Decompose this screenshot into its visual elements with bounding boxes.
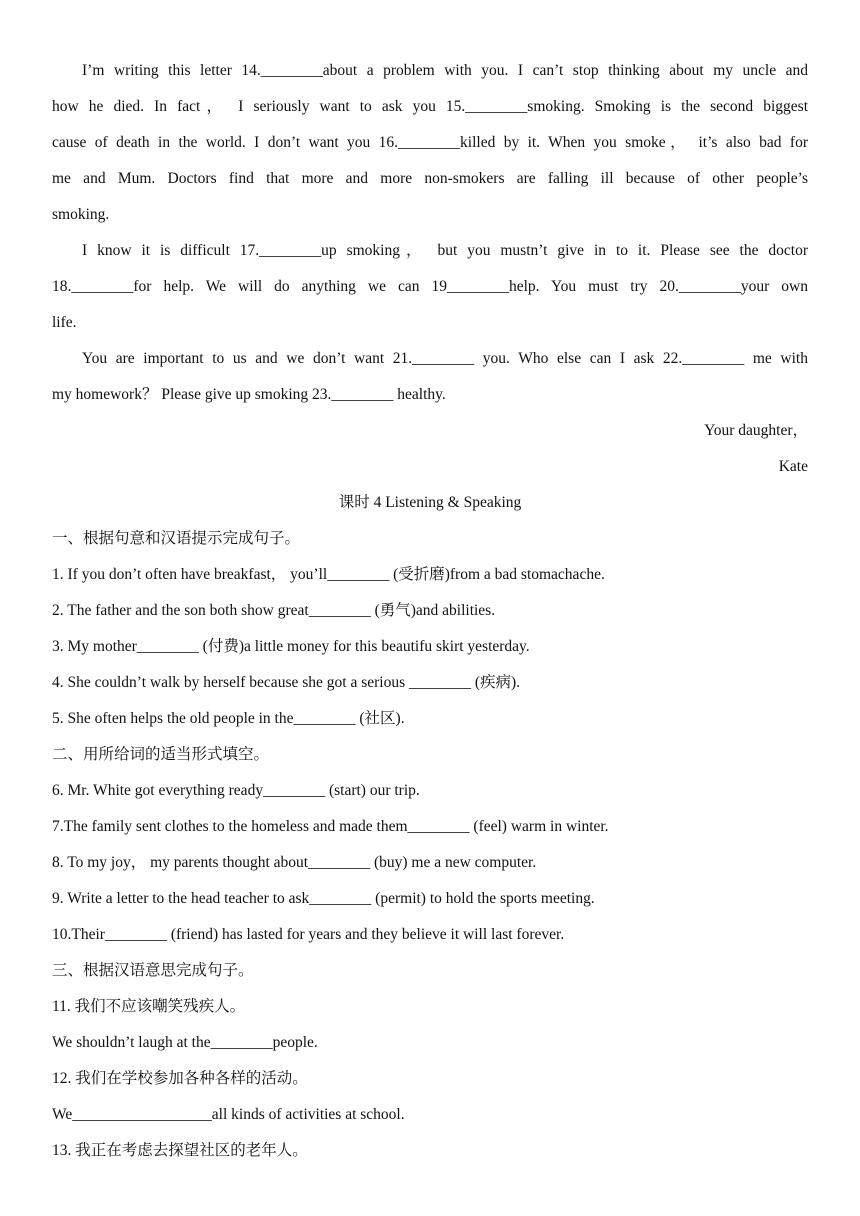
letter-p3-line-1: You are important to us and we don’t want 21.________ you. Who else can I ask 22.________ me with (82, 350, 808, 367)
section3-item-11-english: We shouldn’t laugh at the________people. (52, 1034, 318, 1051)
letter-p1-line-3: cause of death in the world. I don’t want you 16.________killed by it. When you smoke， it’s also bad for (52, 134, 808, 151)
section2-item-8: 8. To my joy， my parents thought about________ (buy) me a new computer. (52, 854, 537, 871)
letter-p2-line-1: I know it is difficult 17.________up smoking， but you mustn’t give in to it. Please see the doctor (82, 242, 808, 259)
section3-item-12-chinese: 12. 我们在学校参加各种各样的活动。 (52, 1070, 308, 1087)
letter-p1-line-5: smoking. (52, 206, 110, 223)
letter-p2-line-3: life. (52, 314, 77, 331)
section1-heading: 一、根据句意和汉语提示完成句子。 (52, 530, 301, 547)
letter-signature: Kate (778, 458, 808, 475)
section2-item-10: 10.Their________ (friend) has lasted for years and they believe it will last forever. (52, 926, 565, 943)
section2-item-9: 9. Write a letter to the head teacher to ask________ (permit) to hold the sports meeting. (52, 890, 595, 907)
section1-item-2: 2. The father and the son both show great________ (勇气)and abilities. (52, 602, 496, 619)
letter-p1-line-1: I’m writing this letter 14.________about a problem with you. I can’t stop thinking about my uncle and (82, 62, 808, 79)
section1-item-1: 1. If you don’t often have breakfast， you’ll________ (受折磨)from a bad stomachache. (52, 566, 605, 583)
section2-heading: 二、用所给词的适当形式填空。 (52, 746, 270, 763)
section2-item-6: 6. Mr. White got everything ready________ (start) our trip. (52, 782, 420, 799)
section3-item-13-chinese: 13. 我正在考虑去探望社区的老年人。 (52, 1142, 308, 1159)
section1-item-5: 5. She often helps the old people in the________ (社区). (52, 710, 405, 727)
lesson-title: 课时 4 Listening & Speaking (338, 494, 522, 511)
letter-p1-line-4: me and Mum. Doctors find that more and more non-smokers are falling ill because of other people’s (52, 170, 808, 187)
letter-p1-line-2: how he died. In fact， I seriously want to ask you 15.________smoking. Smoking is the second biggest (52, 98, 808, 115)
section2-item-7: 7.The family sent clothes to the homeless and made them________ (feel) warm in winter. (52, 818, 609, 835)
section1-item-4: 4. She couldn’t walk by herself because she got a serious ________ (疾病). (52, 674, 521, 691)
letter-p3-line-2: my homework？ Please give up smoking 23.________ healthy. (52, 386, 446, 403)
letter-closing: Your daughter， (704, 422, 808, 439)
letter-p2-line-2: 18.________for help. We will do anything we can 19________help. You must try 20.________your own (52, 278, 808, 295)
section3-item-11-chinese: 11. 我们不应该嘲笑残疾人。 (52, 998, 246, 1015)
section3-heading: 三、根据汉语意思完成句子。 (52, 962, 254, 979)
section1-item-3: 3. My mother________ (付费)a little money for this beautifu skirt yesterday. (52, 638, 530, 655)
section3-item-12-english: We__________________all kinds of activities at school. (52, 1106, 405, 1123)
